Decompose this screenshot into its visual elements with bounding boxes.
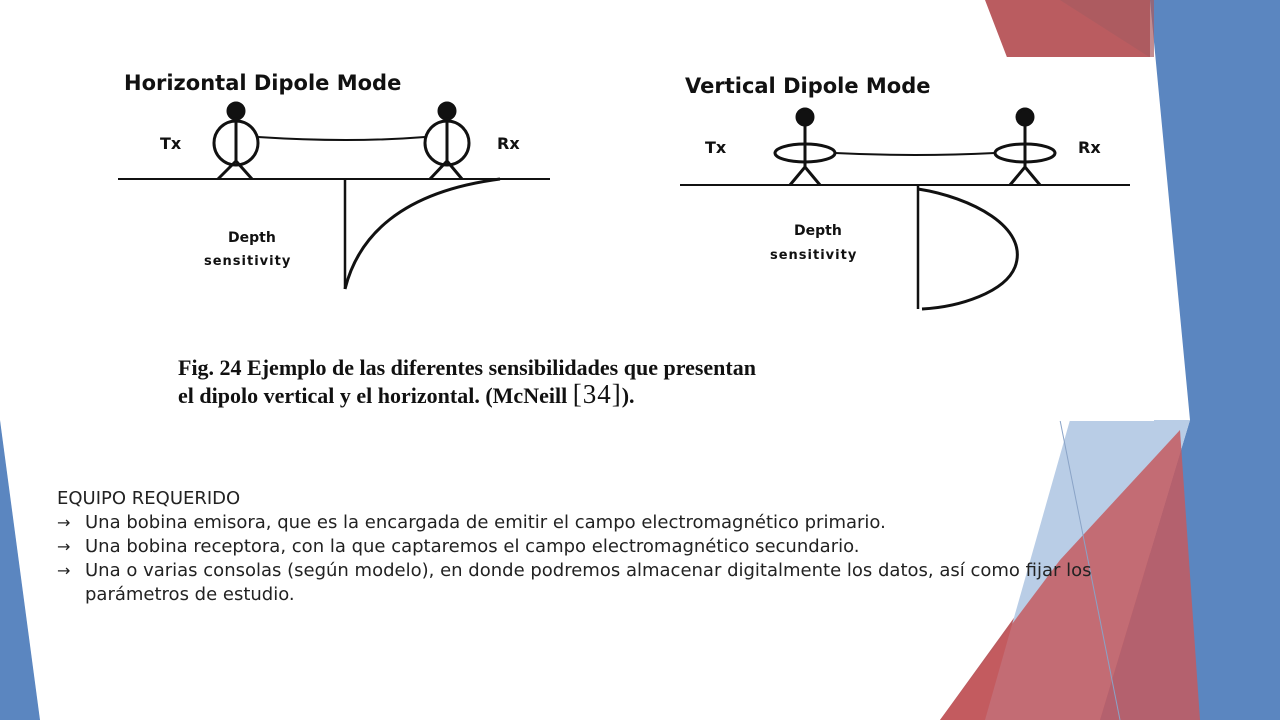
arrow-bullet-icon: → (57, 561, 71, 580)
bullet-item (57, 511, 1137, 535)
left-depth-label-1: Depth (228, 230, 276, 246)
bullet-text: Una o varias consolas (según modelo), en donde podremos almacenar digitalmente los datos, así como fijar los parámetros de estudio. (85, 560, 1092, 605)
bullet-text: Una bobina receptora, con la que captaremos el campo electromagnético secundario. (85, 536, 860, 557)
left-rx-label: Rx (497, 134, 520, 153)
left-cable (258, 137, 425, 140)
right-tx-person (775, 109, 835, 185)
equipment-text-block (57, 487, 1137, 607)
left-tx-person (214, 103, 258, 179)
left-sensitivity-curve (345, 179, 500, 289)
arrow-bullet-icon: → (57, 513, 71, 532)
caption-end: ). (621, 383, 635, 408)
right-rx-label: Rx (1078, 138, 1101, 157)
caption-line-2 (178, 381, 1038, 409)
right-rx-person (995, 109, 1055, 185)
left-blue-stripe (0, 420, 40, 720)
arrow-bullet-icon: → (57, 537, 71, 556)
left-panel-title: Horizontal Dipole Mode (124, 71, 402, 95)
right-depth-label-1: Depth (794, 223, 842, 239)
right-cable (835, 153, 995, 155)
right-sensitivity-curve (918, 189, 1017, 309)
right-panel-title: Vertical Dipole Mode (685, 74, 931, 98)
bullet-item (57, 559, 1137, 607)
right-depth-label-2: sensitivity (770, 248, 858, 263)
right-tx-label: Tx (705, 138, 727, 157)
figure-caption (178, 355, 1038, 409)
bullet-text: Una bobina emisora, que es la encargada de emitir el campo electromagnético primario. (85, 512, 886, 533)
left-tx-label: Tx (160, 134, 182, 153)
dipole-figure (100, 57, 1154, 421)
left-rx-person (425, 103, 469, 179)
left-depth-label-2: sensitivity (204, 254, 292, 269)
caption-reference: [34] (572, 379, 622, 409)
caption-line-2-text: el dipolo vertical y el horizontal. (McNeill (178, 383, 568, 408)
bullet-item (57, 535, 1137, 559)
caption-line-1: Fig. 24 Ejemplo de las diferentes sensibilidades que presentan (178, 355, 756, 380)
section-heading: EQUIPO REQUERIDO (57, 488, 241, 509)
